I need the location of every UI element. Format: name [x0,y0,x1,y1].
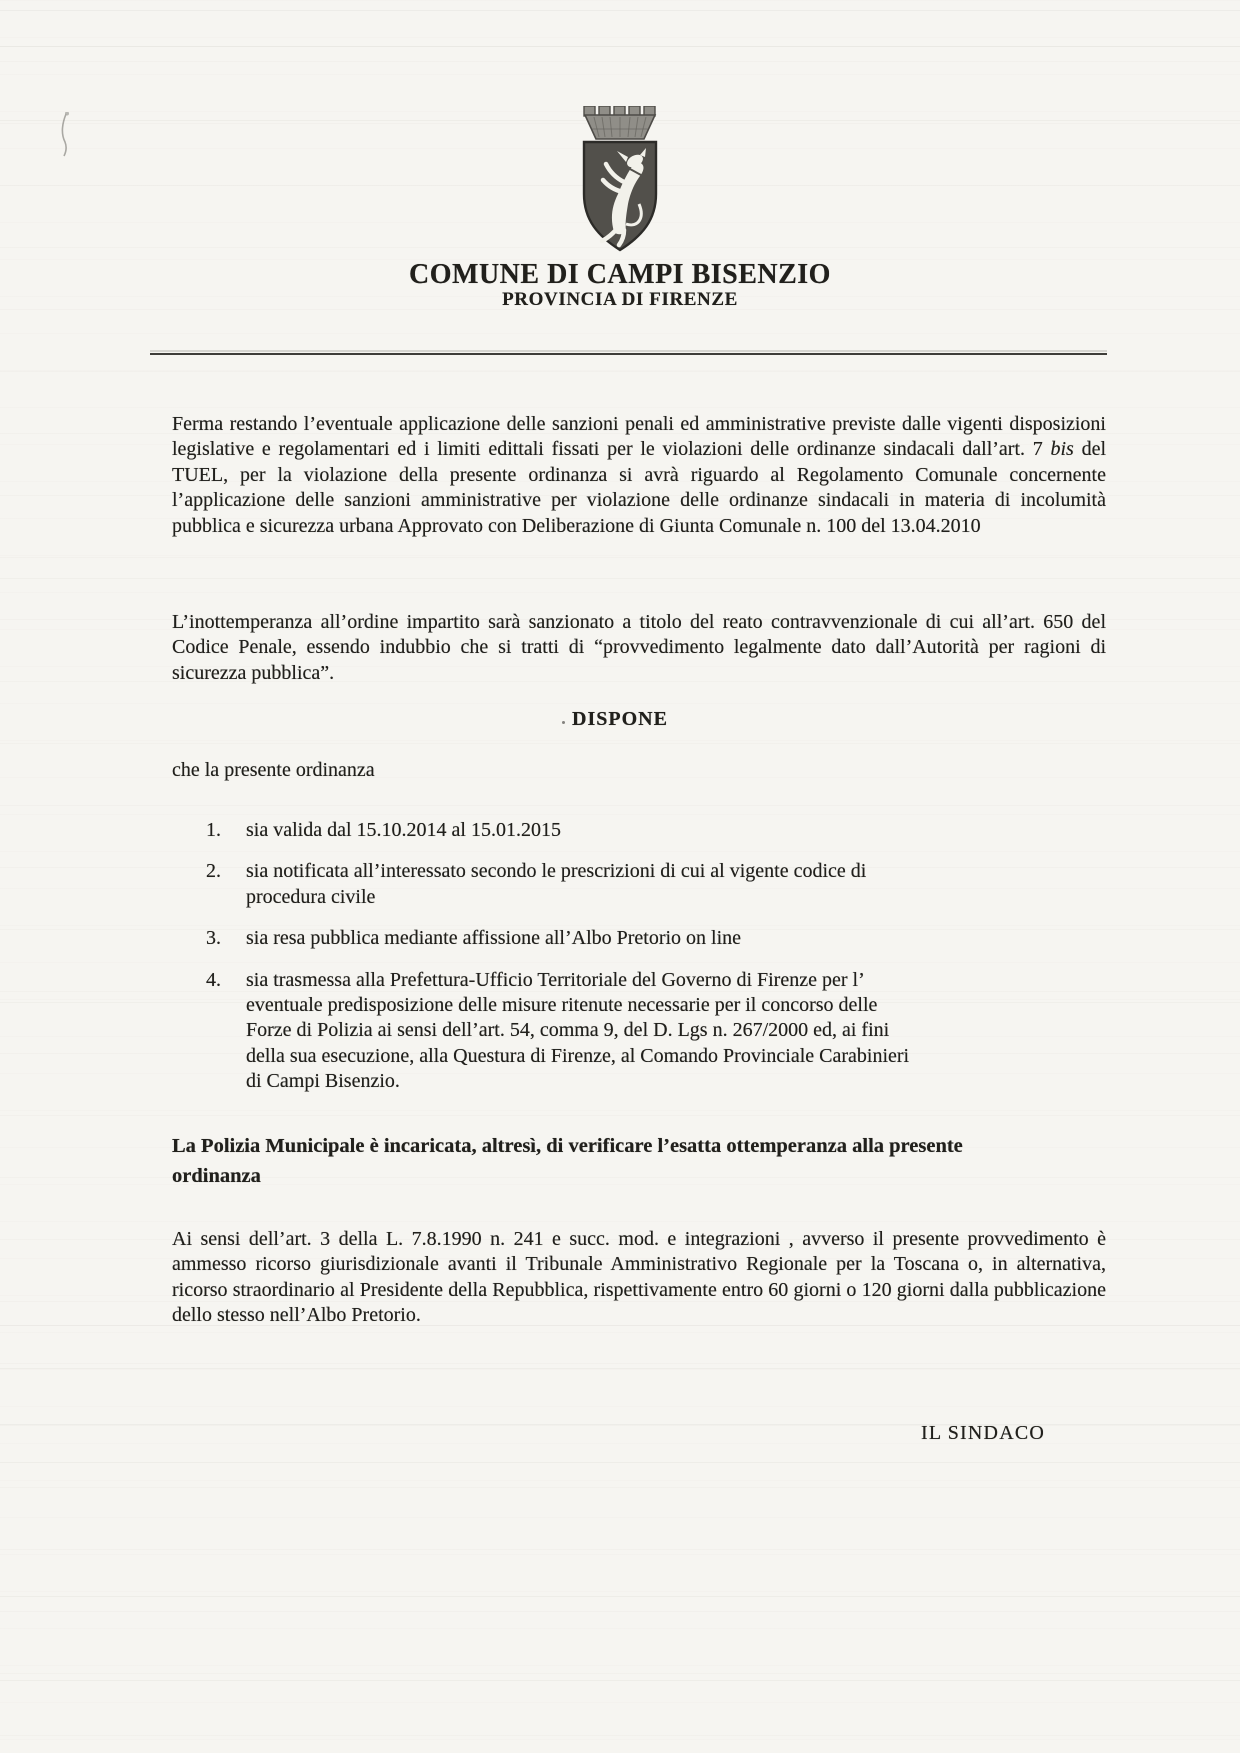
list-item [206,926,918,951]
list-item-text: sia valida dal 15.10.2014 al 15.01.2015 [246,819,561,841]
stray-pen-mark [52,112,82,157]
paragraph-art650: L’inottemperanza all’ordine impartito sarà sanzionato a titolo del reato contravvenzionale di cui all’art. 650 del Codice Penale, essendo indubbio che si tratti di “provvedimento legalmente dato dall’Autorità per ragioni di sicurezza pubblica”. [172,611,1106,684]
province-subtitle: PROVINCIA DI FIRENZE [502,289,738,310]
scan-artifact-line [0,578,1240,579]
header-divider [150,353,1107,355]
list-item-text: sia trasmessa alla Prefettura-Ufficio Territoriale del Governo di Firenze per l’ eventuale predisposizione delle misure ritenute necessarie per il concorso delle Forze di Polizia ai sensi dell’art. 54, comma 9, del D. Lgs n. 267/2000 ed, ai fini della sua esecuzione, alla Questura di Firenze, al Comando Provinciale Carabinieri di Campi Bisenzio. [246,968,910,1093]
dispone-heading: DISPONE [572,708,668,730]
paragraph-sanzioni [172,412,1106,539]
scan-artifact-line [0,46,1240,47]
paragraph-polizia-municipale: La Polizia Municipale è incaricata, altresì, di verificare l’esatta ottemperanza alla presente ordinanza [172,1134,963,1187]
scan-artifact-line [0,1680,1240,1681]
scan-artifact-line [0,1424,1240,1425]
paragraph-ricorso: Ai sensi dell’art. 3 della L. 7.8.1990 n. 241 e succ. mod. e integrazioni , avverso il presente provvedimento è ammesso ricorso giurisdizionale avanti il Tribunale Amministrativo Regionale per la Toscana o, in alternativa, ricorso straordinario al Presidente della Repubblica, rispettivamente entro 60 giorni o 120 giorni dalla pubblicazione dello stesso nell’Albo Pretorio. [172,1228,1106,1327]
list-item [206,859,918,910]
list-item-text: sia notificata all’interessato secondo le prescrizioni di cui al vigente codice di procedura civile [246,860,867,908]
list-item-text: sia resa pubblica mediante affissione all’Albo Pretorio on line [246,927,742,950]
list-item [206,818,918,843]
signature-il-sindaco: IL SINDACO [921,1422,1046,1444]
paragraph-sanzioni-text: del TUEL, per la violazione della presente ordinanza si avrà riguardo al Regolamento Comunale concernente l’applicazione delle sanzioni amministrative per violazione delle ordinanze sindacali in materia di incolumità pubblica e sicurezza urbana Approvato con Deliberazione di Giunta Comunale n. 100 del 13.04.2010 [172,438,1106,537]
list-item [206,968,918,1095]
scan-artifact-line [0,1596,1240,1597]
municipality-title: COMUNE DI CAMPI BISENZIO [409,259,831,290]
dispone-intro: che la presente ordinanza [172,759,375,781]
scan-artifact-line [0,1368,1240,1369]
scan-artifact-line [0,10,1240,11]
scan-artifact-line [0,1462,1240,1463]
paragraph-sanzioni-italic: bis [1050,438,1074,461]
mural-crown-icon [584,106,655,139]
coat-of-arms-icon [568,106,672,258]
paragraph-sanzioni-text: Ferma restando l’eventuale applicazione delle sanzioni penali ed amministrative previste dalle vigenti disposizioni legislative e regolamentari ed i limiti edittali fissati per le violazioni delle ordinanze sindacali dall’art. 7 [172,413,1106,461]
dispone-list [206,818,918,1111]
